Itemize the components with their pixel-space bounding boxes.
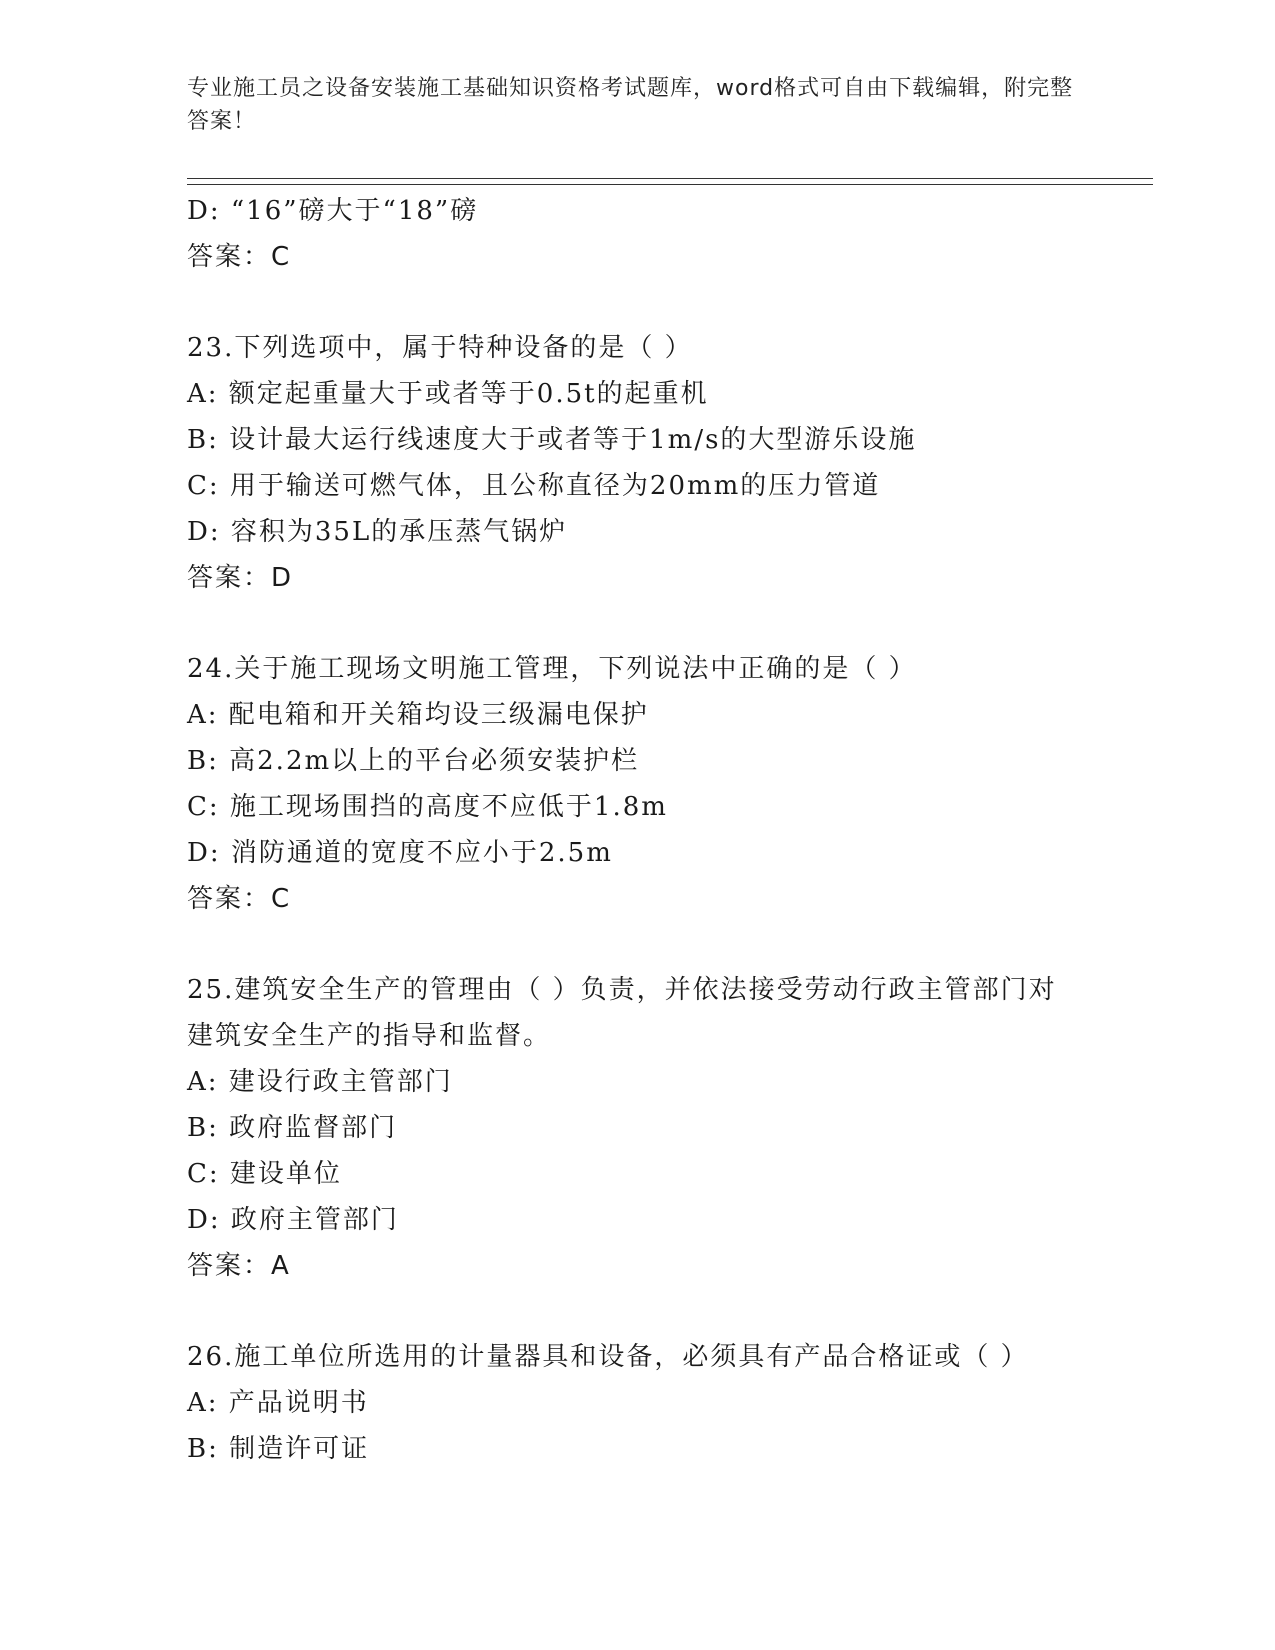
option-c: C: 建设单位: [187, 1159, 342, 1189]
option-d: D: 政府主管部门: [187, 1205, 399, 1235]
question-24: [187, 646, 1147, 922]
header-divider-bottom: [187, 184, 1153, 185]
answer: 答案：C: [187, 884, 292, 914]
question-list: [187, 188, 1147, 1472]
question-23: [187, 325, 1147, 601]
question-25: [187, 967, 1147, 1289]
option-d: D: 容积为35L的承压蒸气锅炉: [187, 517, 568, 547]
previous-question-tail: [187, 188, 1147, 280]
option-c: C: 用于输送可燃气体，且公称直径为20mm的压力管道: [187, 471, 881, 501]
question-stem: 24.关于施工现场文明施工管理，下列说法中正确的是（ ）: [187, 654, 917, 684]
option-b: B: 设计最大运行线速度大于或者等于1m/s的大型游乐设施: [187, 425, 917, 455]
option-c: C: 施工现场围挡的高度不应低于1.8m: [187, 792, 668, 822]
document-header: 专业施工员之设备安装施工基础知识资格考试题库，word格式可自由下载编辑，附完整答案！: [187, 76, 1074, 134]
option-d: D: “16”磅大于“18”磅: [187, 196, 479, 226]
header-divider-top: [187, 178, 1153, 179]
option-a: A: 产品说明书: [187, 1388, 369, 1418]
question-stem: 26.施工单位所选用的计量器具和设备，必须具有产品合格证或（ ）: [187, 1342, 1029, 1372]
question-stem: 25.建筑安全生产的管理由（ ）负责，并依法接受劳动行政主管部门对建筑安全生产的指导和监督。: [187, 975, 1057, 1051]
option-b: B: 制造许可证: [187, 1434, 370, 1464]
option-a: A: 配电箱和开关箱均设三级漏电保护: [187, 700, 649, 730]
option-a: A: 额定起重量大于或者等于0.5t的起重机: [187, 379, 709, 409]
option-b: B: 政府监督部门: [187, 1113, 398, 1143]
option-d: D: 消防通道的宽度不应小于2.5m: [187, 838, 613, 868]
answer: 答案：D: [187, 563, 294, 593]
option-a: A: 建设行政主管部门: [187, 1067, 453, 1097]
question-stem: 23.下列选项中，属于特种设备的是（ ）: [187, 333, 693, 363]
question-26: [187, 1334, 1147, 1472]
option-b: B: 高2.2m以上的平台必须安装护栏: [187, 746, 640, 776]
answer: 答案：A: [187, 1251, 291, 1281]
answer: 答案：C: [187, 242, 292, 272]
